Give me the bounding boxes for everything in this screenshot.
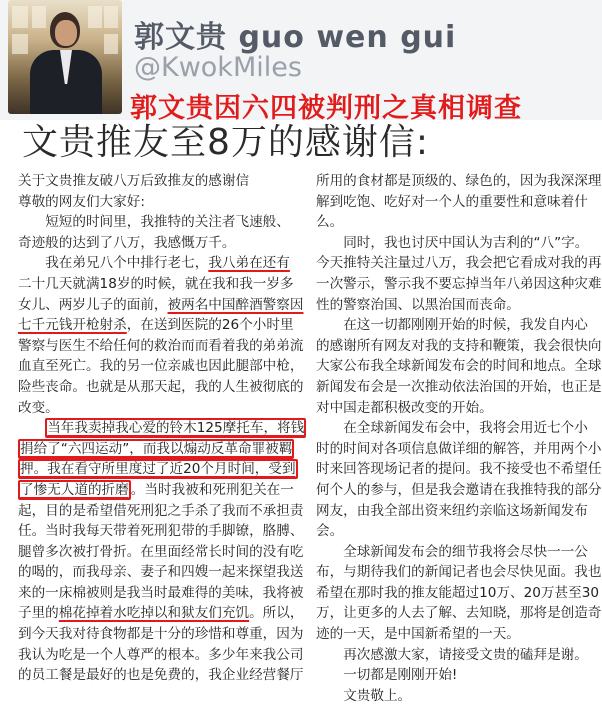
letter-text: 的感谢所有网友对我的支持和鞭策，我会很快向	[316, 337, 602, 354]
letter-line	[18, 356, 304, 377]
letter-line	[18, 418, 305, 439]
letter-right-column	[300, 171, 602, 706]
letter-text: 起，目的是希望借死刑犯之手杀了我而不承担责	[18, 502, 304, 519]
letter-text: 我认为吃是一个人尊严的根本。多少年来我公司	[18, 646, 304, 663]
letter-text: 文贵敬上。	[343, 687, 412, 704]
letter-text: 七千元钱开枪射杀	[18, 317, 127, 334]
letter-line	[18, 645, 304, 666]
letter-line	[316, 356, 602, 377]
letter-line	[316, 603, 602, 624]
letter-line	[18, 295, 304, 316]
user-handle[interactable]: @KwokMiles	[134, 52, 302, 83]
letter-text: 女儿、两岁儿子的面前，	[18, 296, 168, 313]
letter-text: 一切都是刚刚开始!	[343, 667, 458, 684]
letter-line	[18, 439, 292, 460]
overlay-title: 郭文贵因六四被判刑之真相调查	[130, 93, 522, 124]
letter-text: 险些丧命。也就是从那天起，我的人生被彻底的	[18, 378, 304, 395]
letter-line	[316, 686, 596, 706]
letter-line	[18, 459, 296, 480]
letter-line	[18, 583, 304, 604]
letter-line	[316, 521, 596, 542]
letter-text: 我在弟兄八个中排行老七，	[45, 255, 209, 272]
letter-text: 同时，我也讨厌中国认为吉利的“八”字。	[343, 234, 589, 251]
letter-line	[18, 171, 292, 192]
letter-line	[316, 542, 596, 563]
letter-text: 再次感激大家，请接受文贵的磕拜是谢。	[343, 646, 588, 663]
letter-text: 迹的一天，是中国新希望的一天。	[316, 626, 520, 643]
letter-text: 会。	[316, 523, 344, 540]
letter-line	[316, 501, 596, 522]
letter-text: 捐给了“六四运动”，而我以煽动反革命罪被羁	[20, 440, 293, 457]
letter-line	[316, 562, 602, 583]
letter-text: 今天推特关注量过八万，我会把它看成对我的再	[316, 255, 602, 272]
letter-text: 么。	[316, 214, 344, 231]
letter-text: 网友，由我全部出资来纽约亲临这场新闻发布	[316, 502, 588, 519]
letter-text: 时的时间对各项信息做详细的解答，并用两个小	[316, 440, 602, 457]
letter-text: ，在送到医院的26个小时里	[126, 317, 294, 334]
letter-text: 押。我在看守所里度过了近20个月时间，受到	[20, 461, 296, 478]
letter-line	[316, 274, 602, 295]
letter-text: 大家公布我全球新闻发布会的时间和地点。全球	[316, 358, 602, 375]
letter-text: 警察与医生不给任何的救治而而看着我的弟弟流	[18, 337, 304, 354]
letter-line	[18, 212, 292, 233]
display-name[interactable]: 郭文贵 guo wen gui	[134, 20, 457, 55]
letter-line	[18, 398, 292, 419]
letter-line	[18, 274, 292, 295]
letter-line	[18, 336, 304, 357]
letter-text: 在全球新闻发布会中，我将会用近七个小	[343, 420, 588, 437]
letter-line	[316, 212, 596, 233]
letter-text: 性的警察治国、以黑治国而丧命。	[316, 296, 520, 313]
letter-text: 一次警示，警示我不要忘掉当年八弟因这种灾难	[316, 275, 602, 292]
letter-text: 腿曾多次被打骨折。在里面经常长时间的没有吃	[18, 543, 304, 560]
letter-text: 何个人的参与，但是我会邀请在我推特我的部分	[316, 481, 602, 498]
letter-text: 了惨无人道的折磨	[20, 481, 129, 498]
avatar[interactable]	[8, 0, 122, 114]
letter-text: 。所以，	[249, 605, 304, 622]
letter-text: 我八弟在还有	[208, 255, 290, 272]
letter-text: 在这一切都刚刚开始的时候，我发自内心	[343, 317, 588, 334]
letter-text: 万，让更多的人去了解、去知晓，那将是创造奇	[316, 605, 602, 622]
letter-line	[18, 315, 292, 336]
letter-line	[316, 480, 602, 501]
letter-line	[316, 295, 596, 316]
letter-line	[18, 501, 304, 522]
letter-line	[316, 171, 602, 192]
letter-line	[18, 192, 292, 213]
letter-text: 到今天我对待食物都是十分的珍惜和尊重，因为	[18, 626, 304, 643]
letter-text: 奇迹般的达到了八万，我感慨万千。	[18, 234, 236, 251]
letter-line	[18, 562, 304, 583]
letter-line	[316, 459, 602, 480]
letter-line	[316, 439, 602, 460]
letter-line	[18, 253, 292, 274]
letter-text: 血直至死亡。我的另一位亲戚也因此腿部中枪，	[18, 358, 304, 375]
letter-text: 尊敬的网友们大家好:	[18, 193, 145, 210]
letter-text: 的员工餐是最好的也是免费的，我企业经营餐厅	[18, 667, 304, 684]
letter-text: 布，与期待我们的新闻记者也会尽快见面。我也	[316, 564, 602, 581]
letter-line	[316, 418, 596, 439]
letter-line	[316, 336, 602, 357]
letter-text: 解到吃饱、吃好对一个人的重要性和意味着什	[316, 193, 588, 210]
letter-line	[316, 315, 596, 336]
letter-left-column	[0, 171, 305, 686]
letter-title: 文贵推友至8万的感谢信:	[22, 122, 430, 163]
letter-text: 所用的食材都是顶级的、绿色的，因为我深深理	[316, 173, 602, 189]
letter-text: 任。当时我每天带着死刑犯带的手脚镣，胳膊、	[18, 523, 304, 540]
letter-text: 被两名中国醉酒警察因	[167, 296, 304, 313]
letter-line	[316, 665, 596, 686]
letter-line	[316, 192, 596, 213]
letter-text: 对中国走都积极改变的开始。	[316, 399, 493, 416]
letter-line	[18, 603, 304, 624]
letter-line	[18, 377, 304, 398]
letter-text: 的喝的，而我母亲、妻子和四嫂一起来探望我送	[18, 564, 304, 581]
letter-line	[316, 624, 596, 645]
letter-text: 二十几天就满18岁的时候，就在我和我一岁多	[18, 275, 294, 292]
letter-text: 关于文贵推友破八万后致推友的感谢信	[18, 173, 250, 189]
letter-line	[316, 253, 602, 274]
letter-text: 当年我卖掉我心爱的铃木125摩托车，将钱	[47, 420, 305, 437]
letter-text: 棉花掉着水吃掉以和狱友们充饥	[58, 605, 250, 622]
letter-text: 时来回答现场记者的提问。我不接受也不希望任	[316, 461, 602, 478]
letter-line	[18, 624, 304, 645]
letter-text: 改变。	[18, 399, 59, 416]
letter-line	[316, 583, 599, 604]
letter-line	[316, 233, 596, 254]
letter-line	[18, 480, 292, 501]
letter-text: 短短的时间里，我推特的关注者飞速般、	[45, 214, 290, 231]
letter-line	[316, 645, 596, 666]
letter-text: 全球新闻发布会的细节我将会尽快一一公	[343, 543, 588, 560]
letter-text: 。当时我被和死刑犯关在一	[130, 481, 294, 498]
letter-text: 来的一床棉被则是我当时最难得的美味，我将被	[18, 584, 304, 601]
letter-text: 希望在那时我的推友能超过10万、20万甚至30	[316, 584, 599, 601]
letter-text: 新闻发布会是一次推动依法治国的开始，也正是	[316, 378, 602, 395]
letter-line	[18, 665, 304, 686]
letter-line	[18, 542, 304, 563]
letter-line	[18, 521, 304, 542]
letter-text: 子里的	[18, 605, 59, 622]
letter-line	[316, 398, 596, 419]
letter-line	[18, 233, 292, 254]
letter-line	[316, 377, 602, 398]
